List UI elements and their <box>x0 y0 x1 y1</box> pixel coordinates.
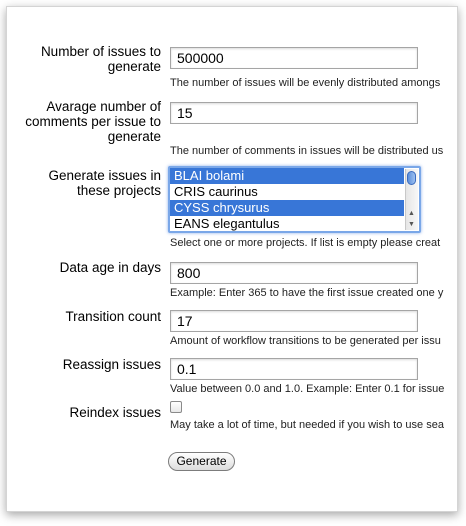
reassign-label: Reassign issues <box>62 357 161 372</box>
data-age-input[interactable] <box>170 262 418 284</box>
projects-label: Generate issues in these projects <box>48 168 161 198</box>
form-panel <box>6 6 458 512</box>
generate-button[interactable]: Generate <box>168 452 235 471</box>
scroll-up-arrow-icon[interactable]: ▲ <box>408 210 415 217</box>
transition-count-input[interactable] <box>170 310 418 332</box>
project-option[interactable]: EANS elegantulus <box>174 216 280 231</box>
issues-count-input[interactable] <box>170 47 418 69</box>
projects-hint: Select one or more projects. If list is empty please creat <box>170 237 441 249</box>
project-option[interactable]: CYSS chrysurus <box>170 200 404 216</box>
data-age-label: Data age in days <box>59 260 161 275</box>
comments-count-hint: The number of comments in issues will be distributed us <box>170 145 444 157</box>
scrollbar-thumb[interactable] <box>407 171 416 185</box>
comments-count-label: Avarage number of comments per issue to generate <box>25 99 161 144</box>
data-age-hint: Example: Enter 365 to have the first issue created one y <box>170 287 444 299</box>
reassign-hint: Value between 0.0 and 1.0. Example: Enter 0.1 for issue <box>170 383 445 395</box>
reindex-label: Reindex issues <box>69 405 161 420</box>
reassign-input[interactable] <box>170 358 418 380</box>
project-option[interactable]: CRIS caurinus <box>174 184 258 199</box>
reindex-checkbox[interactable] <box>170 401 182 413</box>
issues-count-hint: The number of issues will be evenly distributed amongs <box>170 77 441 89</box>
transition-count-hint: Amount of workflow transitions to be generated per issu <box>170 335 441 347</box>
projects-scrollbar[interactable] <box>405 169 418 230</box>
project-option[interactable]: BLAI bolami <box>170 168 404 184</box>
comments-count-input[interactable] <box>170 102 418 124</box>
scroll-down-arrow-icon[interactable]: ▼ <box>408 221 415 228</box>
issues-count-label: Number of issues to generate <box>40 44 161 74</box>
reindex-hint: May take a lot of time, but needed if you wish to use sea <box>170 419 444 431</box>
transition-count-label: Transition count <box>65 309 161 324</box>
projects-listbox[interactable] <box>168 166 421 233</box>
